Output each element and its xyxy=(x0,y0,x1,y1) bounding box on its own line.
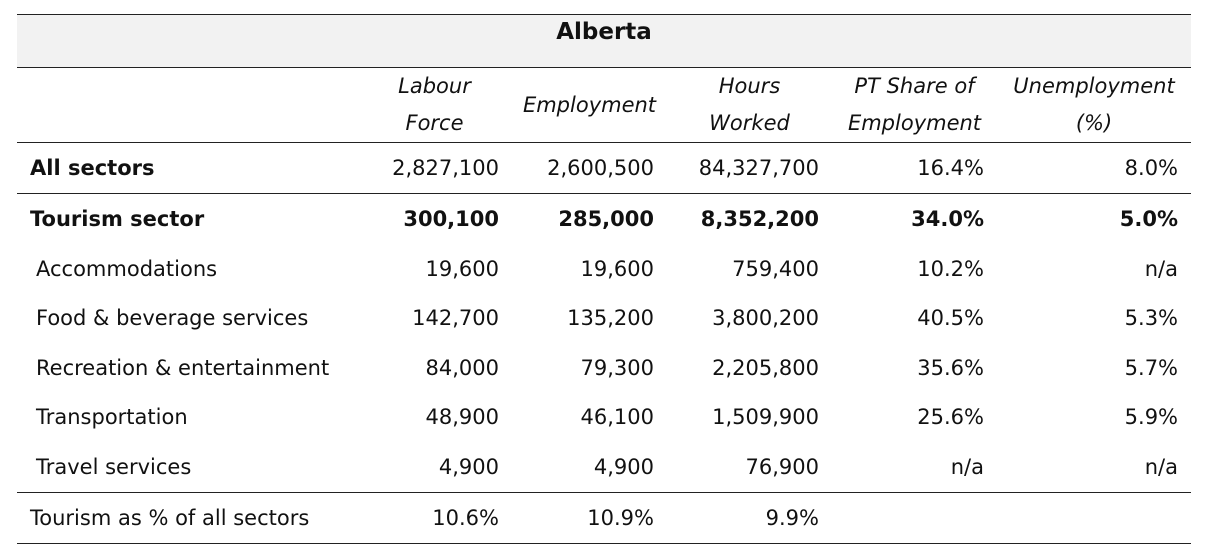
cell-employment: 285,000 xyxy=(558,207,654,231)
cell-unemployment: 5.0% xyxy=(1119,207,1179,231)
cell-employment: 46,100 xyxy=(580,405,654,430)
cell-unemployment xyxy=(997,492,1191,543)
cell-labour-force: 19,600 xyxy=(425,256,499,281)
cell-hours-worked: 8,352,200 xyxy=(700,207,819,231)
cell-employment: 19,600 xyxy=(580,256,654,281)
table-row-tourism-percent xyxy=(17,492,1191,543)
cell-labour-force: 2,827,100 xyxy=(357,143,512,194)
cell-hours-worked: 759,400 xyxy=(732,256,819,281)
cell-hours-worked: 9.9% xyxy=(667,492,832,543)
table-row xyxy=(17,294,1191,344)
cell-labour-force: 142,700 xyxy=(412,306,499,331)
cell-employment: 79,300 xyxy=(580,355,654,380)
header-unemployment: Unemployment (%) xyxy=(997,68,1191,143)
table-row-all-sectors xyxy=(17,143,1191,194)
cell-unemployment: n/a xyxy=(997,442,1191,492)
row-label: All sectors xyxy=(17,143,357,194)
row-label: Tourism sector xyxy=(30,207,205,231)
row-label: Food & beverage services xyxy=(36,306,309,331)
cell-hours-worked: 76,900 xyxy=(667,442,832,492)
header-pt-share: PT Share of Employment xyxy=(832,68,997,143)
cell-unemployment: 5.3% xyxy=(1124,306,1179,331)
cell-employment: 10.9% xyxy=(512,492,667,543)
cell-unemployment: n/a xyxy=(1144,256,1179,281)
employment-table xyxy=(17,14,1191,544)
table-row xyxy=(17,442,1191,492)
cell-labour-force: 84,000 xyxy=(425,355,499,380)
cell-hours-worked: 84,327,700 xyxy=(667,143,832,194)
cell-unemployment: 5.9% xyxy=(1124,405,1179,430)
cell-labour-force: 4,900 xyxy=(357,442,512,492)
cell-pt-share: n/a xyxy=(832,442,997,492)
cell-pt-share: 10.2% xyxy=(917,256,984,281)
cell-labour-force: 300,100 xyxy=(403,207,499,231)
cell-hours-worked: 3,800,200 xyxy=(712,306,819,331)
table-row xyxy=(17,393,1191,443)
cell-pt-share: 16.4% xyxy=(832,143,997,194)
header-row xyxy=(17,68,1191,143)
table-container xyxy=(17,14,1191,544)
cell-labour-force: 48,900 xyxy=(425,405,499,430)
cell-employment: 4,900 xyxy=(512,442,667,492)
header-labour-force: Labour Force xyxy=(357,68,512,143)
cell-labour-force: 10.6% xyxy=(357,492,512,543)
header-hours-worked: Hours Worked xyxy=(667,68,832,143)
table-row xyxy=(17,343,1191,393)
cell-employment: 2,600,500 xyxy=(512,143,667,194)
cell-employment: 135,200 xyxy=(567,306,654,331)
cell-pt-share: 35.6% xyxy=(917,355,984,380)
cell-pt-share xyxy=(832,492,997,543)
table-row-tourism-sector xyxy=(17,194,1191,245)
cell-pt-share: 40.5% xyxy=(917,306,984,331)
cell-unemployment: 5.7% xyxy=(1124,355,1179,380)
row-label: Transportation xyxy=(36,405,188,430)
header-employment: Employment xyxy=(512,68,667,143)
table-title: Alberta xyxy=(17,15,1191,68)
header-blank xyxy=(17,68,357,143)
cell-unemployment: 8.0% xyxy=(997,143,1191,194)
row-label: Tourism as % of all sectors xyxy=(17,492,357,543)
cell-hours-worked: 2,205,800 xyxy=(712,355,819,380)
table-row xyxy=(17,244,1191,294)
row-label: Recreation & entertainment xyxy=(36,355,330,380)
cell-pt-share: 34.0% xyxy=(911,207,984,231)
title-row xyxy=(17,15,1191,68)
row-label: Travel services xyxy=(17,442,357,492)
row-label: Accommodations xyxy=(36,256,218,281)
cell-pt-share: 25.6% xyxy=(917,405,984,430)
cell-hours-worked: 1,509,900 xyxy=(712,405,819,430)
